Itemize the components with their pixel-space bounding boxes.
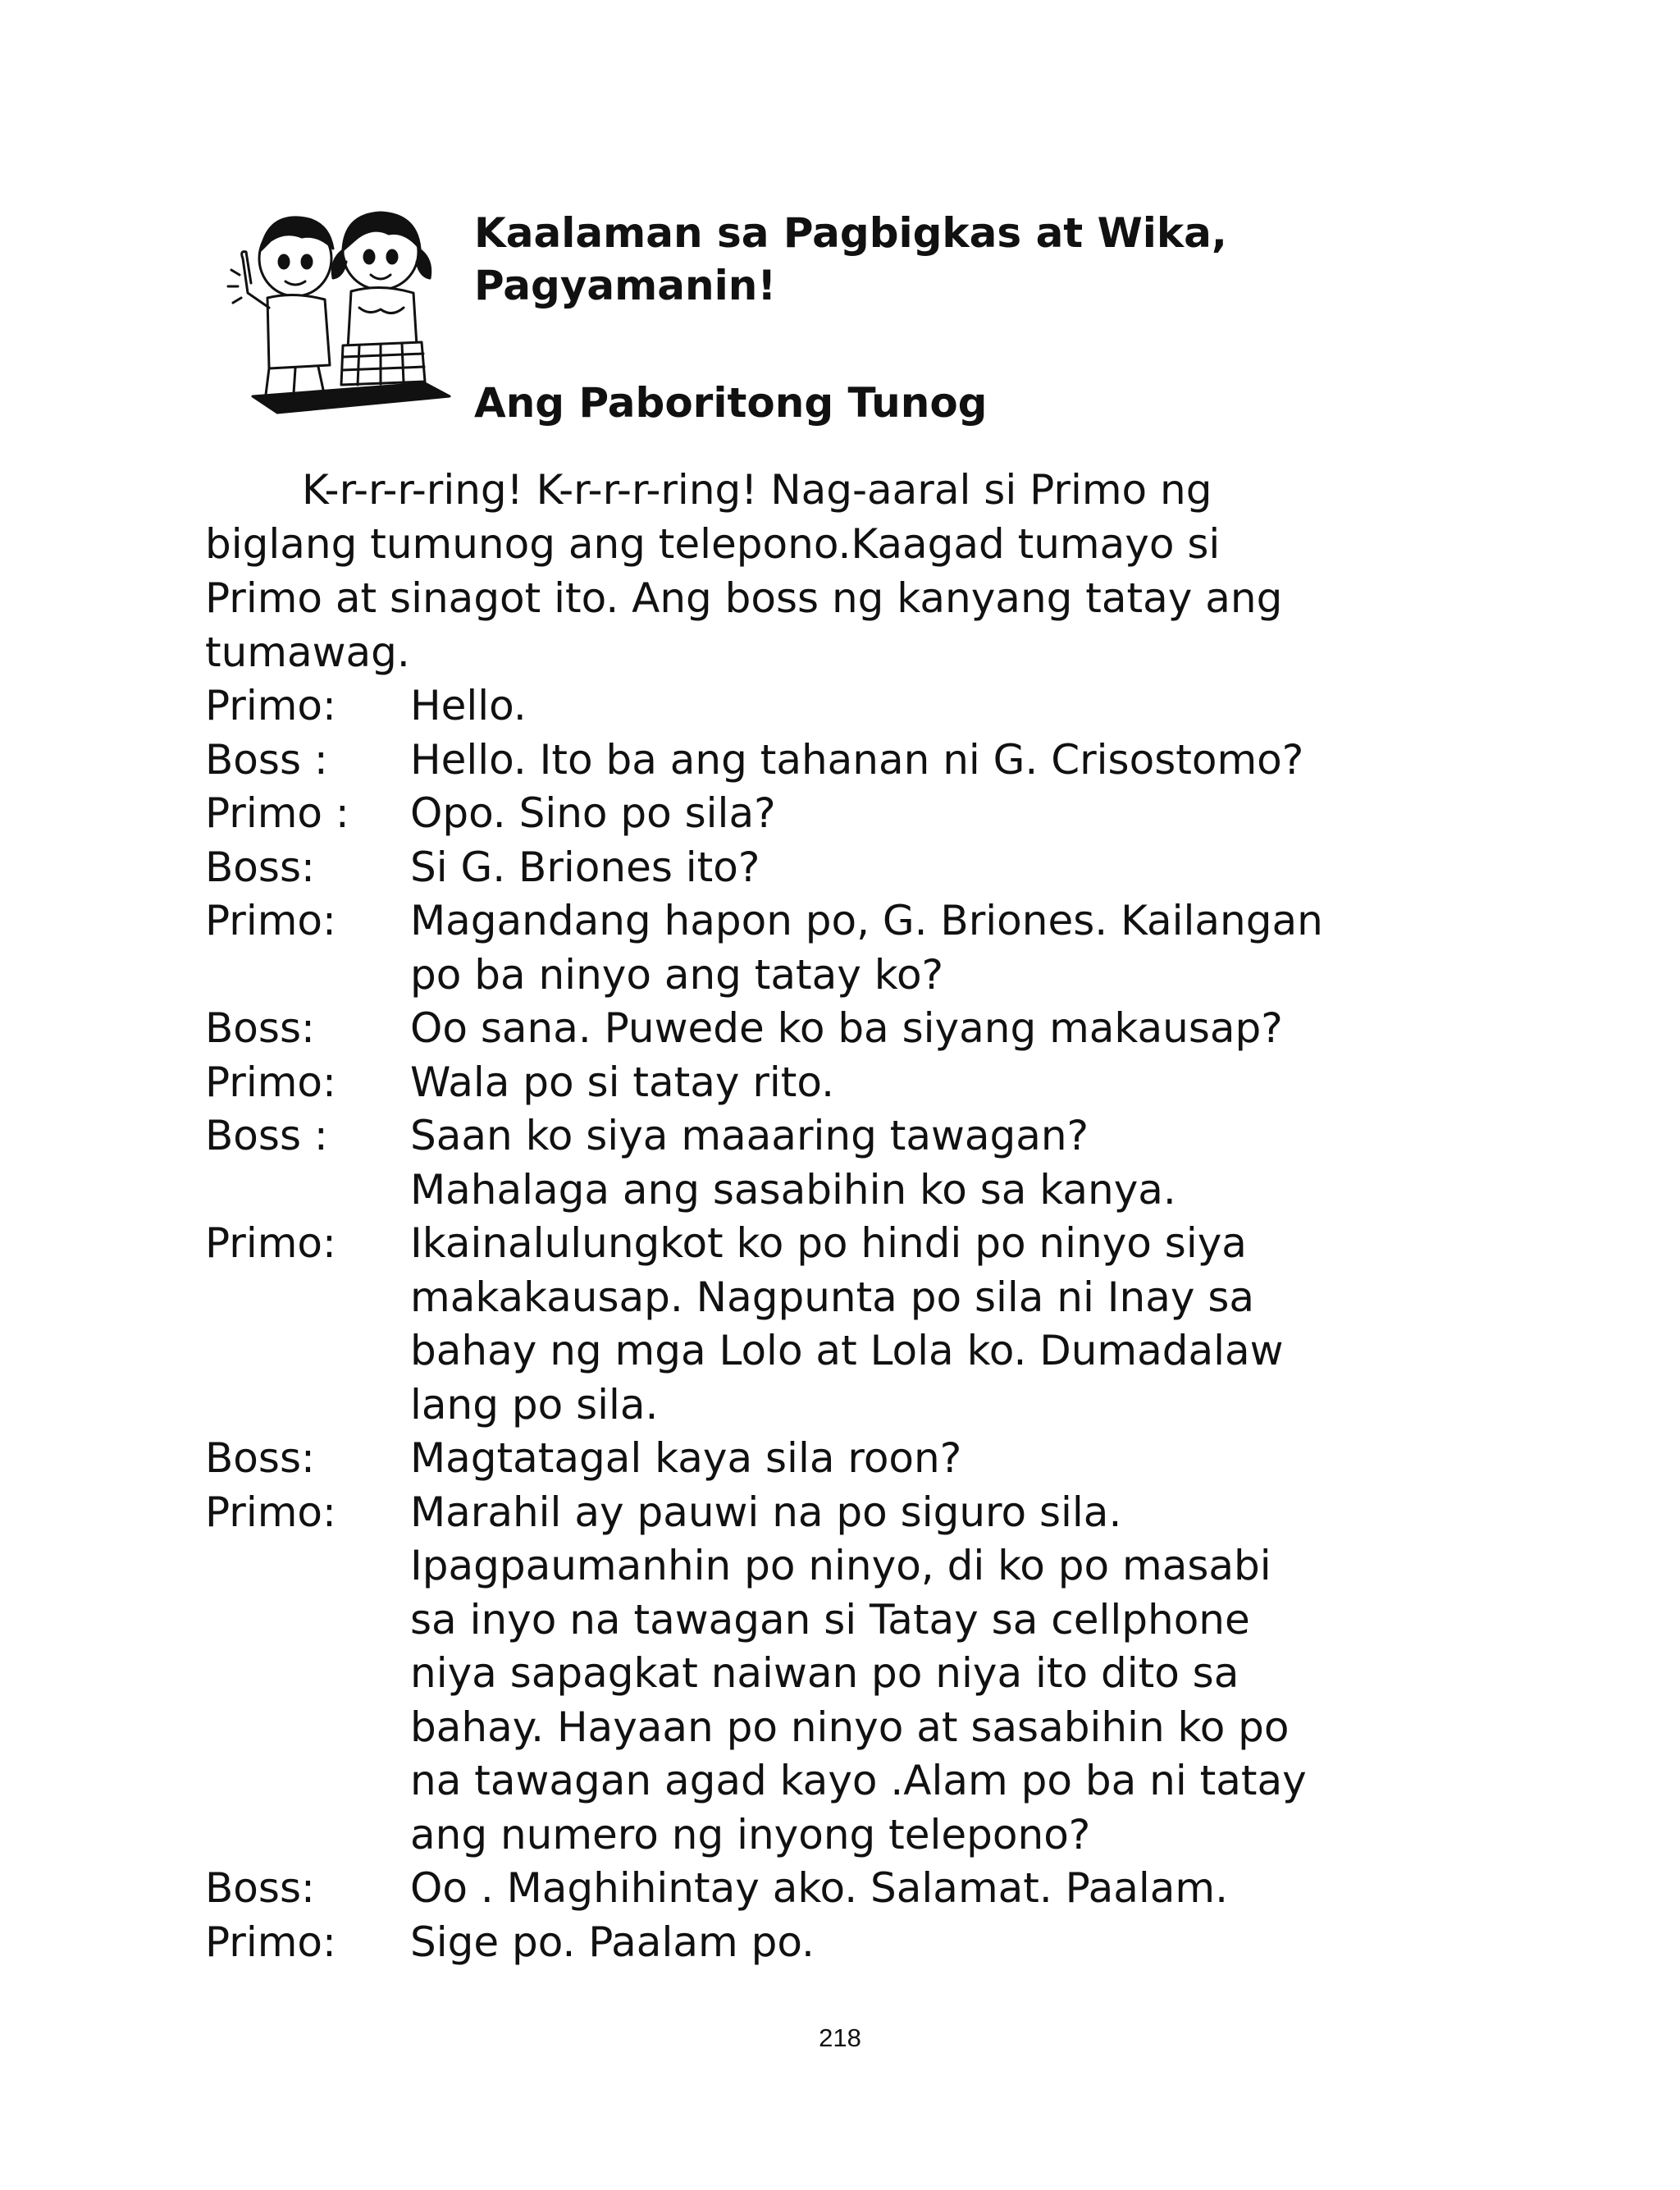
speech-line: Ipagpaumanhin po ninyo, di ko po masabi	[410, 1542, 1271, 1589]
speech-line: Si G. Briones ito?	[410, 843, 760, 891]
speaker-label: Primo:	[205, 897, 336, 944]
speech-line: Hello.	[410, 682, 527, 729]
dialogue-line	[205, 841, 1485, 895]
speaker-label: Primo:	[205, 1918, 336, 1966]
speaker-label: Primo:	[205, 1058, 336, 1106]
speech-text	[410, 787, 1485, 841]
speech-line: Hello. Ito ba ang tahanan ni G. Crisostomo?	[410, 735, 1304, 784]
two-children-illustration	[220, 201, 463, 414]
speech-line: bahay ng mga Lolo at Lola ko. Dumadalaw	[410, 1327, 1284, 1374]
speech-line: Mahalaga ang sasabihin ko sa kanya.	[410, 1165, 1176, 1214]
dialogue-section	[205, 679, 1485, 1969]
speaker-label: Primo:	[205, 682, 336, 729]
speech-line: Marahil ay pauwi na po siguro sila.	[410, 1488, 1122, 1536]
speaker-label: Boss:	[205, 1434, 315, 1482]
story-line: Primo at sinagot ito. Ang boss ng kanyang tatay ang	[205, 574, 1283, 622]
section-heading-line-2: Pagyamanin!	[474, 262, 777, 309]
speech-line: Magtatagal kaya sila roon?	[410, 1434, 962, 1482]
speech-line: Saan ko siya maaaring tawagan?	[410, 1112, 1089, 1159]
speech-line: makakausap. Nagpunta po sila ni Inay sa	[410, 1273, 1255, 1321]
dialogue-line	[205, 1056, 1485, 1110]
speech-text	[410, 1056, 1485, 1110]
speech-text	[410, 679, 1485, 734]
speech-line: sa inyo na tawagan si Tatay sa cellphone	[410, 1595, 1250, 1644]
speech-text	[410, 1432, 1485, 1486]
story-line: tumawag.	[205, 629, 410, 676]
speech-line: ang numero ng inyong telepono?	[410, 1810, 1091, 1859]
speaker-label: Boss :	[205, 1112, 328, 1159]
story-line: biglang tumunog ang telepono.Kaagad tumayo si	[205, 520, 1221, 568]
speech-text	[410, 894, 1485, 1002]
speech-line: Oo . Maghihintay ako. Salamat. Paalam.	[410, 1864, 1228, 1912]
speaker-label: Primo:	[205, 1488, 336, 1536]
speaker-label: Boss:	[205, 843, 315, 891]
speaker-label: Boss :	[205, 735, 328, 784]
speaker-label: Boss:	[205, 1004, 315, 1052]
speech-line: Magandang hapon po, G. Briones. Kailangan	[410, 897, 1323, 944]
dialogue-line	[205, 1916, 1485, 1970]
dialogue-line	[205, 1002, 1485, 1056]
speech-text	[410, 1217, 1485, 1432]
dialogue-line	[205, 1432, 1485, 1486]
speech-line: lang po sila.	[410, 1380, 659, 1429]
speech-text	[410, 1862, 1485, 1916]
story-paragraph	[205, 463, 1436, 679]
speech-line: Opo. Sino po sila?	[410, 789, 776, 837]
speech-line: Oo sana. Puwede ko ba siyang makausap?	[410, 1004, 1283, 1052]
speech-text	[410, 841, 1485, 895]
speech-line: na tawagan agad kayo .Alam po ba ni tatay	[410, 1757, 1307, 1804]
dialogue-line	[205, 1109, 1485, 1217]
dialogue-line	[205, 1217, 1485, 1432]
speech-text	[410, 1916, 1485, 1970]
speech-text	[410, 1002, 1485, 1056]
dialogue-line	[205, 734, 1485, 788]
story-line: K-r-r-r-ring! K-r-r-r-ring! Nag-aaral si Primo ng	[302, 466, 1212, 514]
dialogue-line	[205, 1486, 1485, 1863]
speech-text	[410, 1486, 1485, 1863]
speech-text	[410, 1109, 1485, 1217]
dialogue-line	[205, 679, 1485, 734]
story-title: Ang Paboritong Tunog	[474, 379, 988, 427]
speech-line: niya sapagkat naiwan po niya ito dito sa	[410, 1649, 1239, 1697]
speaker-label: Primo :	[205, 789, 349, 837]
speech-line: Sige po. Paalam po.	[410, 1918, 815, 1966]
speaker-label: Boss:	[205, 1864, 315, 1912]
speech-line: po ba ninyo ang tatay ko?	[410, 950, 944, 999]
speech-line: Wala po si tatay rito.	[410, 1058, 834, 1106]
speaker-label: Primo:	[205, 1219, 336, 1267]
page-number: 218	[819, 2023, 861, 2052]
dialogue-line	[205, 1862, 1485, 1916]
dialogue-line	[205, 894, 1485, 1002]
speech-line: Ikainalulungkot ko po hindi po ninyo siya	[410, 1219, 1247, 1267]
dialogue-line	[205, 787, 1485, 841]
speech-text	[410, 734, 1485, 788]
speech-line: bahay. Hayaan po ninyo at sasabihin ko po	[410, 1703, 1290, 1751]
section-heading-line-1: Kaalaman sa Pagbigkas at Wika,	[474, 209, 1227, 257]
